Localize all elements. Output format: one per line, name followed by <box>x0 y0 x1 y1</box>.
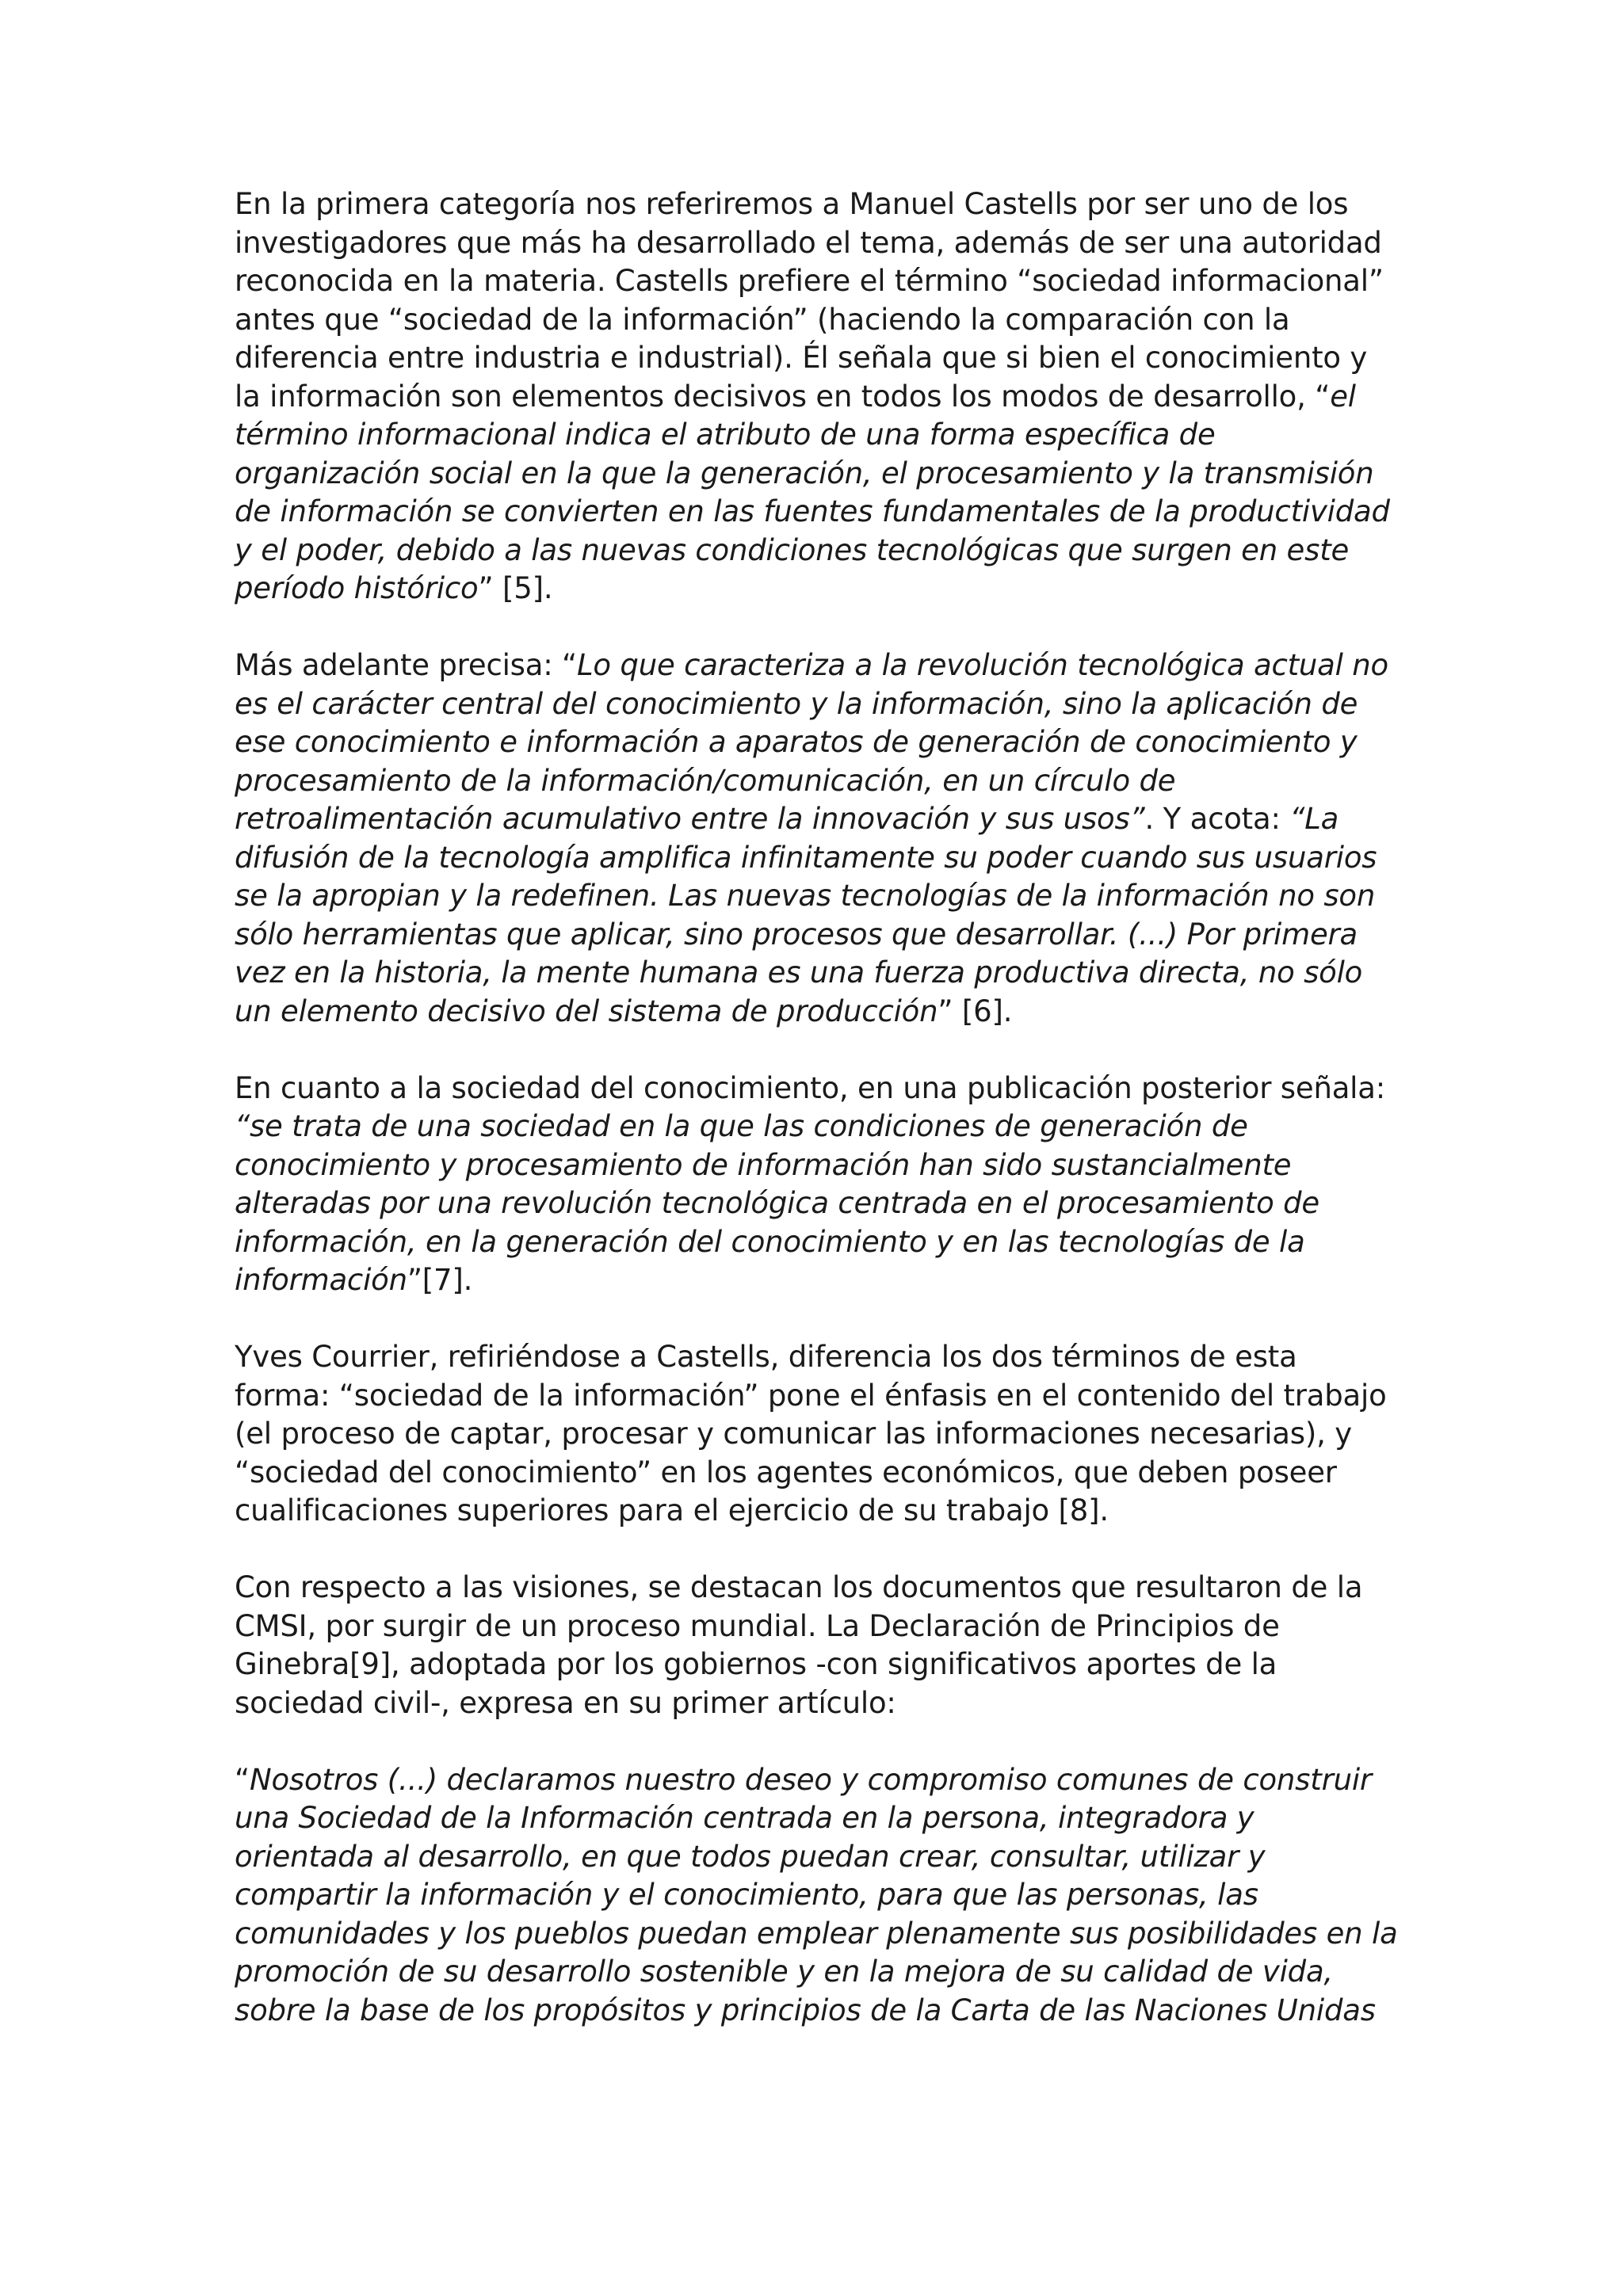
text-segment: Con respecto a las visiones, se destacan los documentos que resultaron de la CMSI, por surgir de un proceso mundial. La Declaración de Principios de Ginebra[9], adoptada por los gobiernos -con significativos aportes de la sociedad civil-, expresa en su primer artículo: <box>235 1570 1363 1720</box>
document-page <box>235 185 1400 2030</box>
text-segment: . Y acota: <box>1144 802 1290 836</box>
text-segment: Más adelante precisa: “ <box>235 648 578 682</box>
quote-text: el término informacional indica el atributo de una forma específica de organización social en la que la generación, el procesamiento y la transmisión de información se convierten en las fuentes fundamentales de la productividad y el poder, debido a las nuevas condiciones tecnológicas que surgen en este período histórico <box>235 379 1390 605</box>
text-segment: Yves Courrier, refiriéndose a Castells, diferencia los dos términos de esta forma: “sociedad de la información” pone el énfasis en el contenido del trabajo (el proceso de captar, procesar y comunicar las informaciones necesarias), y “sociedad del conocimiento” en los agentes económicos, que deben poseer cualificaciones superiores para el ejercicio de su trabajo [8]. <box>235 1340 1387 1527</box>
paragraph <box>235 646 1400 1031</box>
quote-text: “La difusión de la tecnología amplifica infinitamente su poder cuando sus usuarios se la apropian y la redefinen. Las nuevas tecnologías de la información no son sólo herramientas que aplicar, sino procesos que desarrollar. (...) Por primera vez en la historia, la mente humana es una fuerza productiva directa, no sólo un elemento decisivo del sistema de producción <box>235 802 1377 1028</box>
text-segment: ” [5]. <box>478 571 553 605</box>
paragraph <box>235 1569 1400 1722</box>
paragraph <box>235 185 1400 608</box>
quote-text: Nosotros (...) declaramos nuestro deseo y compromiso comunes de construir una Sociedad de la Información centrada en la persona, integradora y orientada al desarrollo, en que todos puedan crear, consultar, utilizar y compartir la información y el conocimiento, para que las personas, las comunidades y los pueblos puedan emplear plenamente sus posibilidades en la promoción de su desarrollo sostenible y en la mejora de su calidad de vida, sobre la base de los propósitos y principios de la Carta de las Naciones Unidas <box>235 1762 1398 2027</box>
paragraph <box>235 1338 1400 1531</box>
text-segment: “ <box>235 1762 250 1797</box>
quote-text: Lo que caracteriza a la revolución tecnológica actual no es el carácter central del conocimiento y la información, sino la aplicación de ese conocimiento e información a aparatos de generación de conocimiento y procesamiento de la información/comunicación, en un círculo de retroalimentación acumulativo entre la innovación y sus usos” <box>235 648 1388 836</box>
text-segment: ” [6]. <box>938 994 1013 1028</box>
text-segment: ”[7]. <box>407 1263 473 1297</box>
paragraph <box>235 1761 1400 2031</box>
text-segment: En cuanto a la sociedad del conocimiento, en una publicación posterior señala: <box>235 1070 1385 1105</box>
paragraph <box>235 1070 1400 1300</box>
quote-text: “se trata de una sociedad en la que las condiciones de generación de conocimiento y procesamiento de información han sido sustancialmente alteradas por una revolución tecnológica centrada en el procesamiento de información, en la generación del conocimiento y en las tecnologías de la información <box>235 1109 1319 1297</box>
text-segment: En la primera categoría nos referiremos a Manuel Castells por ser uno de los investigadores que más ha desarrollado el tema, además de ser una autoridad reconocida en la materia. Castells prefiere el término “sociedad informacional” antes que “sociedad de la información” (haciendo la comparación con la diferencia entre industria e industrial). Él señala que si bien el conocimiento y la información son elementos decisivos en todos los modos de desarrollo, “ <box>235 187 1384 414</box>
